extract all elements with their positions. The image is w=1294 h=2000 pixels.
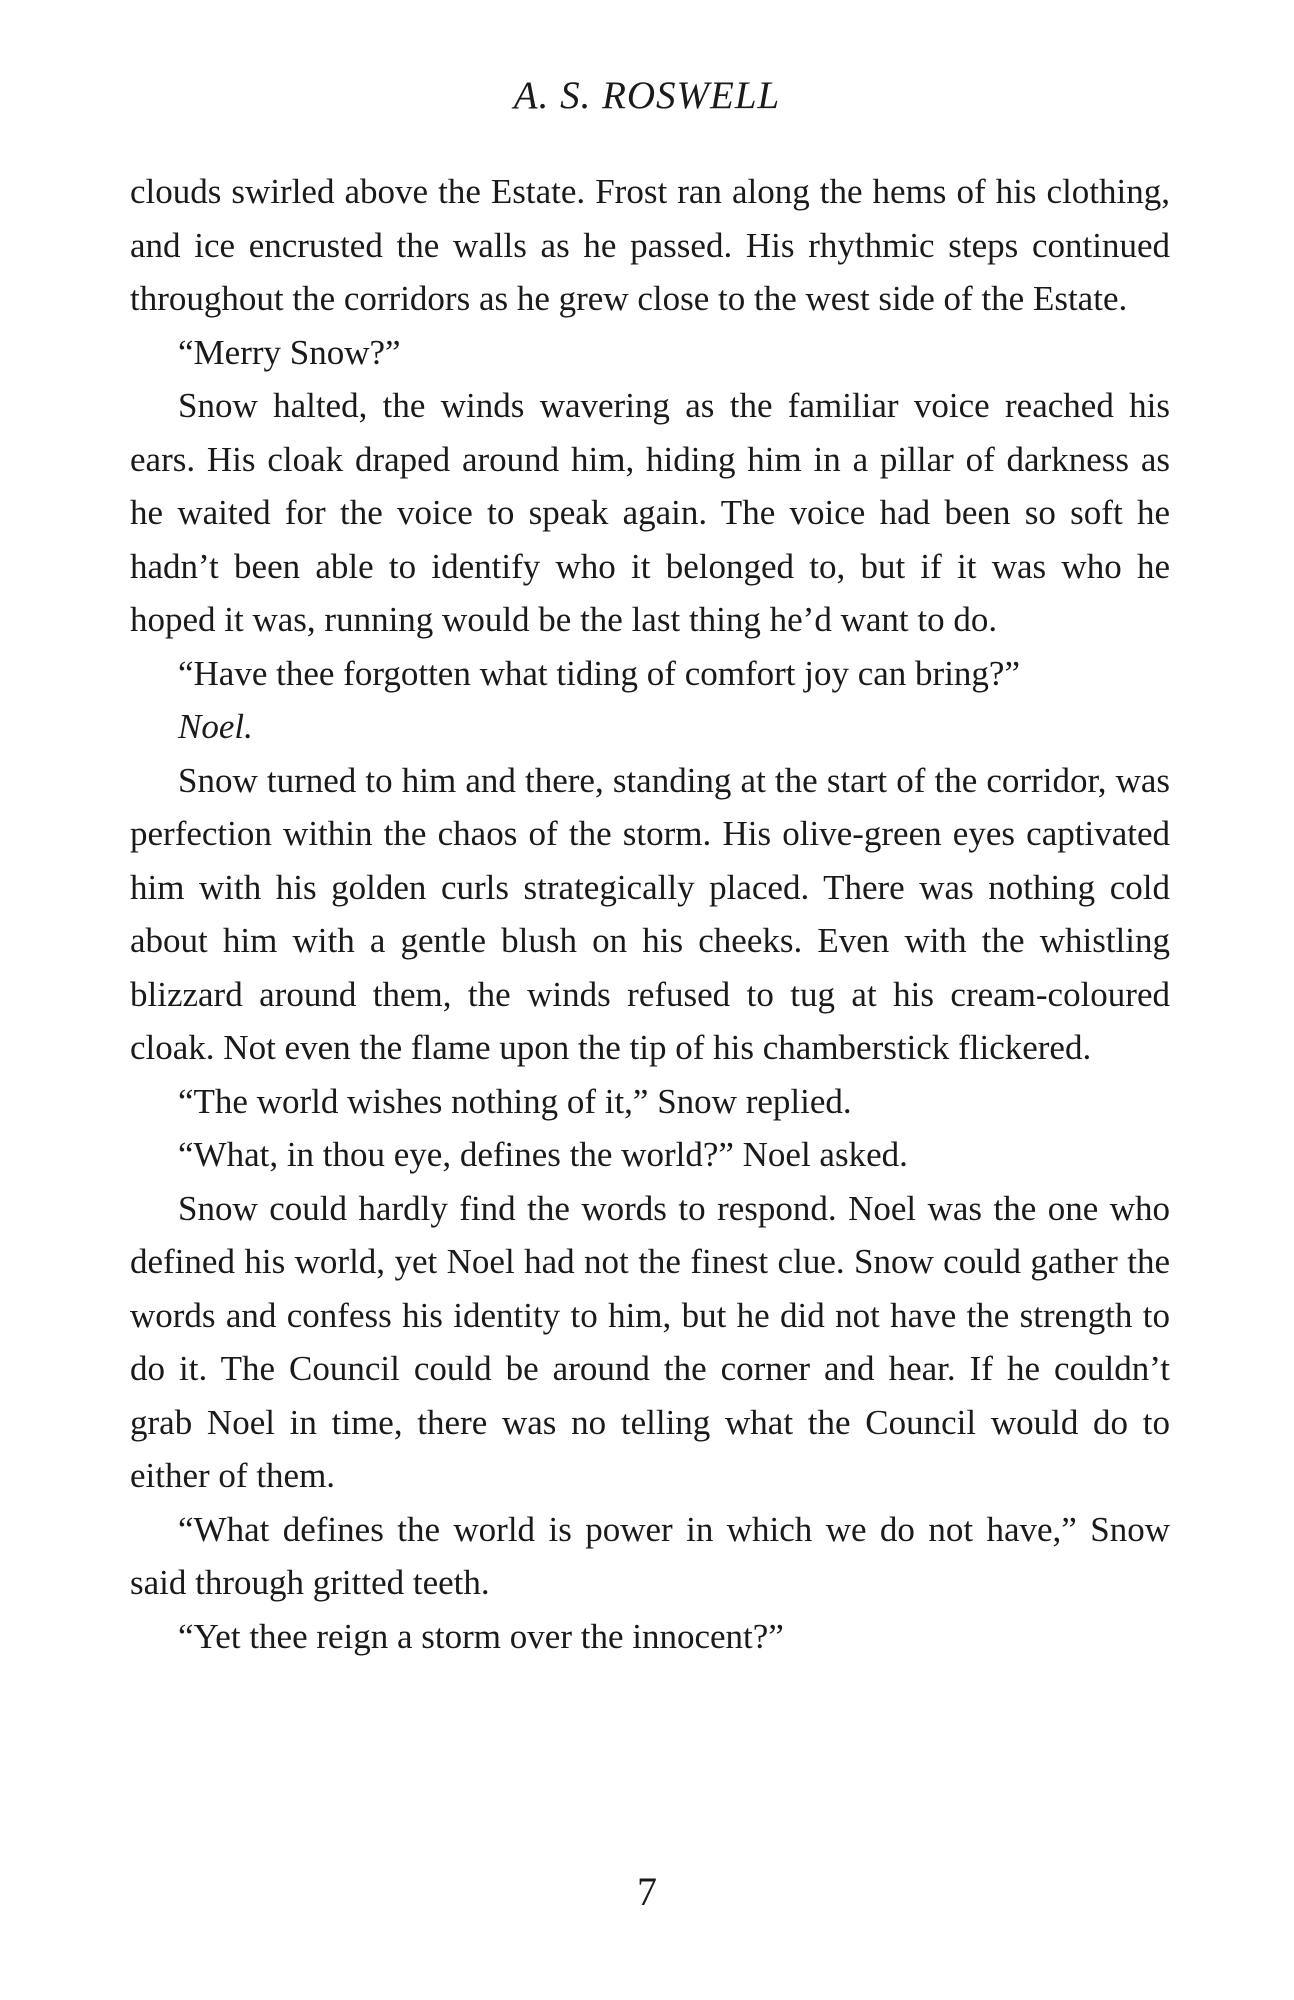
italic-name: Noel. [178,707,253,746]
dialogue-line: “Have thee forgotten what tiding of comfort joy can bring?” [178,653,1020,693]
paragraph: Snow could hardly find the words to respond. Noel was the one who defined his world, yet Noel had not the finest clue. Snow could gather the words and confess his identity to him, but he did not have the strength to do it. The Council could be around the corner and hear. If he couldn’t grab Noel in time, there was no telling what the Council would do to either of them. [130,1188,1170,1495]
dialogue-line: “What defines the world is power in which we do not have,” Snow said through gritted teeth. [130,1509,1170,1602]
dialogue-line: “What, in thou eye, defines the world?” Noel asked. [178,1135,908,1174]
dialogue-line: “Yet thee reign a storm over the innocent?” [178,1616,784,1656]
running-header: A. S. ROSWELL [513,74,781,117]
paragraph-continuation: clouds swirled above the Estate. Frost ran along the hems of his clothing, and ice encrusted the walls as he passed. His rhythmic steps continued throughout the corridors as he grew close to the west side of the Estate. [130,172,1170,318]
italic-thought [130,700,1170,754]
page-body [130,165,1170,1663]
page-number: 7 [637,1869,657,1914]
paragraph: Snow halted, the winds wavering as the familiar voice reached his ears. His cloak draped around him, hiding him in a pillar of darkness as he waited for the voice to speak again. The voice had been so soft he hadn’t been able to identify who it belonged to, but if it was who he hoped it was, running would be the last thing he’d want to do. [130,386,1170,639]
dialogue-line: “Merry Snow?” [178,332,401,372]
dialogue-line: “The world wishes nothing of it,” Snow replied. [178,1081,852,1121]
paragraph: Snow turned to him and there, standing at the start of the corridor, was perfection within the chaos of the storm. His olive-green eyes captivated him with his golden curls strategically placed. There was nothing cold about him with a gentle blush on his cheeks. Even with the whistling blizzard around them, the winds refused to tug at his cream-coloured cloak. Not even the flame upon the tip of his chamberstick flickered. [130,760,1170,1067]
